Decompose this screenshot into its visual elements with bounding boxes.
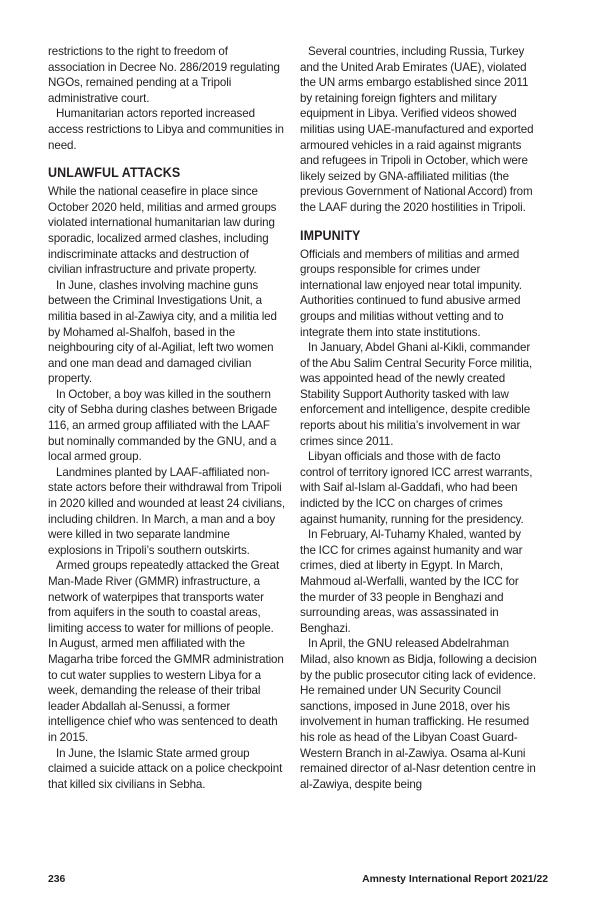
section-heading-unlawful-attacks: UNLAWFUL ATTACKS — [48, 165, 181, 181]
paragraph: Landmines planted by LAAF-affiliated non-state actors before their withdrawal from Tripoli in 2020 killed and wounded at least 24 civilians, including children. In March, a man and a boy were killed in two separate landmine explosions in Tripoli’s southern outskirts. — [48, 465, 285, 557]
paragraph: In January, Abdel Ghani al-Kikli, commander of the Abu Salim Central Security Force militia, was appointed head of the newly created Stability Support Authority tasked with law enforcement and intelligence, despite credible reports about his militia’s involvement in war crimes since 2011. — [300, 341, 533, 448]
paragraph: In February, Al-Tuhamy Khaled, wanted by the ICC for crimes against humanity and war crimes, died at liberty in Egypt. In March, Mahmoud al-Werfalli, wanted by the ICC for the murder of 33 people in Benghazi and surrounding areas, was assassinated in Benghazi. — [300, 528, 523, 635]
paragraph: In June, the Islamic State armed group claimed a suicide attack on a police checkpoint that killed six civilians in Sebha. — [48, 746, 283, 791]
report-title: Amnesty International Report 2021/22 — [362, 874, 548, 885]
paragraph: Armed groups repeatedly attacked the Great Man-Made River (GMMR) infrastructure, a network of waterpipes that transports water from aquifers in the south to coastal areas, limiting access to water for millions of people. In August, armed men affiliated with the Magarha tribe forced the GMMR administration to cut water supplies to western Libya for a week, demanding the release of their tribal leader Abdallah al-Senussi, a former intelligence chief who was sentenced to death in 2015. — [48, 559, 284, 744]
paragraph: Humanitarian actors reported increased access restrictions to Libya and communities in need. — [48, 107, 284, 152]
left-column — [48, 44, 285, 792]
paragraph: restrictions to the right to freedom of association in Decree No. 286/2019 regulating NGOs, remained pending at a Tripoli administrative court. — [48, 45, 280, 105]
page-number: 236 — [48, 874, 66, 885]
paragraph: In October, a boy was killed in the southern city of Sebha during clashes between Brigade 116, an armed group affiliated with the LAAF but nominally commanded by the GNU, and a local armed group. — [48, 387, 278, 464]
paragraph: In April, the GNU released Abdelrahman Milad, also known as Bidja, following a decision by the public prosecutor citing lack of evidence. He remained under UN Security Council sanctions, imposed in June 2018, over his involvement in human trafficking. He resumed his role as head of the Libyan Coast Guard-Western Branch in al-Zawiya. Osama al-Kuni remained director of al-Nasr detention centre in al-Zawiya, despite being — [300, 637, 537, 791]
paragraph: Officials and members of militias and armed groups responsible for crimes under international law enjoyed near total impunity. Authorities continued to fund abusive armed groups and militias without vetting and to integrate them into state institutions. — [300, 247, 522, 339]
right-column — [300, 44, 537, 792]
paragraph: While the national ceasefire in place since October 2020 held, militias and armed groups violated international humanitarian law during sporadic, localized armed clashes, including indiscriminate attacks and destruction of civilian infrastructure and private property. — [48, 185, 277, 277]
paragraph: In June, clashes involving machine guns between the Criminal Investigations Unit, a militia based in al-Zawiya city, and a militia led by Mohamed al-Shalfoh, based in the neighbouring city of al-Agiliat, left two women and one man dead and damaged civilian property. — [48, 278, 277, 386]
section-heading-impunity: IMPUNITY — [300, 227, 361, 243]
paragraph: Several countries, including Russia, Turkey and the United Arab Emirates (UAE), violated the UN arms embargo established since 2011 by retaining foreign fighters and military equipment in Libya. Verified videos showed militias using UAE-manufactured and exported armoured vehicles in a raid against migrants and refugees in Tripoli in October, which were likely seized by GNA-affiliated militias (the previous Government of National Accord) from the LAAF during the 2020 hostilities in Tripoli. — [300, 45, 534, 214]
paragraph: Libyan officials and those with de facto control of territory ignored ICC arrest warrants, with Saif al-Islam al-Gaddafi, who had been indicted by the ICC on charges of crimes against humanity, running for the presidency. — [300, 450, 533, 526]
